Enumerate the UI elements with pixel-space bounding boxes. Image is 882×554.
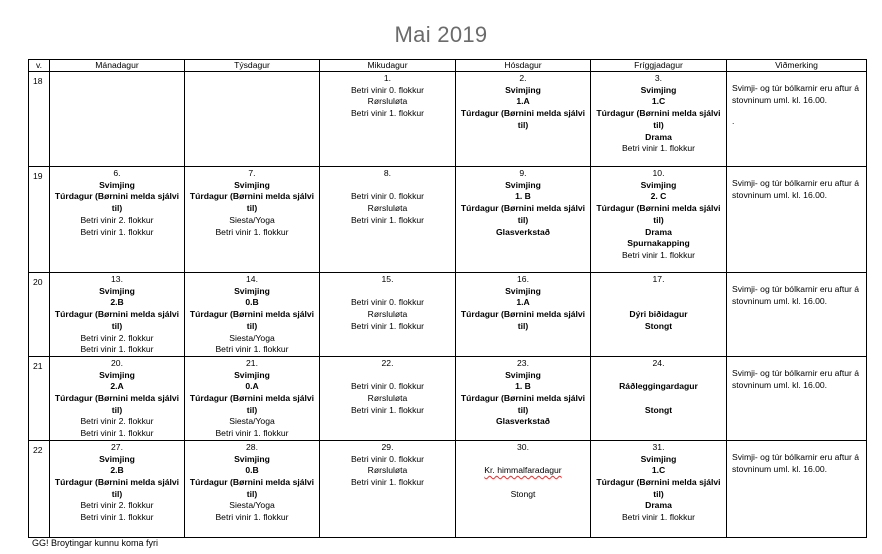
day-entry: Túrdagur (Børnini melda sjálvi til) [54, 476, 180, 499]
day-entry: Betri vinir 2. flokkur [80, 332, 154, 343]
note-text: Svimji- og túr bólkarnir eru aftur á stovninum uml. kl. 16.00. [732, 178, 860, 200]
header-tuesday: Týsdagur [185, 60, 320, 72]
day-number: 29. [381, 441, 394, 452]
day-entry: Svimjing [99, 179, 135, 190]
day-number: 28. [246, 441, 258, 452]
day-number: 1. [383, 73, 392, 83]
day-cell-thursday [456, 440, 591, 537]
day-cell-friday [591, 167, 727, 273]
header-week: v. [29, 60, 50, 72]
day-number: 7. [248, 168, 256, 178]
day-entry: Dýri biðidagur [629, 309, 688, 320]
day-entry: 1.C [651, 96, 666, 107]
day-cell-tuesday [185, 356, 320, 440]
day-number: 3. [654, 73, 663, 83]
week-row [29, 440, 867, 537]
day-entry: Túrdagur (Børnini melda sjálvi til) [596, 203, 721, 225]
note-cell [727, 440, 867, 537]
day-cell-monday [50, 72, 185, 167]
day-entry: Rørsluløta [367, 393, 408, 404]
note-extra: . [732, 116, 735, 127]
day-entry: Betri vinir 1. flokkur [350, 404, 425, 415]
day-entry: 2.A [110, 381, 124, 392]
day-entry-text: Kr. himmalfaradagur [484, 465, 562, 476]
week-row [29, 356, 867, 440]
day-entry: Betri vinir 1. flokkur [621, 249, 696, 260]
day-entry: Túrdagur (Børnini melda sjálvi til) [189, 309, 315, 331]
day-cell-thursday [456, 167, 591, 273]
day-number: 20. [111, 357, 123, 368]
calendar-table [28, 59, 867, 538]
day-entry: Svimjing [234, 369, 270, 380]
day-entry: Stongt [510, 488, 536, 499]
day-cell-friday [591, 273, 727, 357]
day-entry: Siesta/Yoga [229, 500, 275, 511]
day-entry: Rørsluløta [367, 465, 408, 476]
day-entry: Betri vinir 0. flokkur [350, 84, 425, 95]
day-number: 6. [113, 168, 121, 178]
day-cell-tuesday [185, 273, 320, 357]
day-entry: Betri vinir 1. flokkur [215, 428, 289, 439]
day-number: 17. [652, 274, 665, 284]
header-friday: Fríggjadagur [591, 60, 727, 72]
note-cell [727, 273, 867, 357]
note-cell [727, 356, 867, 440]
day-cell-thursday [456, 72, 591, 167]
day-entry: Betri vinir 0. flokkur [350, 191, 425, 202]
day-entry: Betri vinir 1. flokkur [350, 108, 425, 119]
day-cell-wednesday [320, 273, 456, 357]
day-entry: 1. B [515, 381, 531, 392]
day-entry: Svimjing [505, 179, 541, 190]
day-entry: Betri vinir 1. flokkur [80, 428, 154, 439]
day-entry: Betri vinir 1. flokkur [80, 512, 154, 523]
day-number: 10. [652, 168, 665, 178]
day-entry [591, 286, 726, 298]
day-entry [591, 370, 726, 382]
week-row [29, 72, 867, 167]
day-entry: 0.B [245, 465, 259, 476]
day-cell-wednesday [320, 167, 456, 273]
day-entry: Svimjing [505, 285, 541, 296]
header-note: Viðmerking [727, 60, 867, 72]
day-number: 31. [652, 441, 665, 452]
header-row [29, 60, 867, 72]
day-entry: Túrdagur (Børnini melda sjálvi til) [460, 309, 586, 331]
day-number: 8. [383, 168, 392, 178]
day-entry [320, 370, 455, 382]
day-entry: Betri vinir 2. flokkur [80, 500, 154, 511]
day-entry: Túrdagur (Børnini melda sjálvi til) [54, 191, 180, 214]
day-entry: 1.A [516, 96, 530, 107]
day-entry: Rørsluløta [367, 203, 408, 214]
week-number: 21 [29, 356, 50, 440]
day-entry: Betri vinir 2. flokkur [80, 214, 154, 225]
day-entry: Betri vinir 1. flokkur [350, 476, 425, 487]
day-cell-tuesday [185, 167, 320, 273]
week-number: 20 [29, 273, 50, 357]
week-row [29, 167, 867, 273]
day-entry: Rørsluløta [367, 309, 408, 320]
note-cell [727, 72, 867, 167]
day-entry: Siesta/Yoga [229, 332, 275, 343]
day-number: 21. [246, 357, 258, 368]
note-cell [727, 167, 867, 273]
week-number: 22 [29, 440, 50, 537]
page-title: Mai 2019 [394, 22, 488, 47]
day-entry: Betri vinir 1. flokkur [215, 512, 289, 523]
day-entry: Svimjing [640, 453, 677, 464]
day-entry: Betri vinir 1. flokkur [350, 214, 425, 225]
day-entry: Svimjing [99, 285, 135, 296]
day-entry: 2.B [110, 465, 124, 476]
note-text: Svimji- og túr bólkarnir eru aftur á stovninum uml. kl. 16.00. [732, 367, 860, 390]
day-entry: Túrdagur (Børnini melda sjálvi til) [460, 203, 586, 225]
day-entry: Betri vinir 1. flokkur [215, 226, 289, 237]
day-entry: Stongt [644, 320, 673, 331]
day-cell-friday [591, 356, 727, 440]
day-cell-wednesday [320, 72, 456, 167]
day-entry: Túrdagur (Børnini melda sjálvi til) [54, 309, 180, 331]
day-entry: Drama [645, 131, 672, 142]
day-number: 13. [111, 274, 123, 284]
day-entry: Betri vinir 2. flokkur [80, 416, 154, 427]
day-cell-monday [50, 356, 185, 440]
day-entry: Svimjing [99, 453, 135, 464]
day-entry [591, 393, 726, 405]
day-cell-monday [50, 273, 185, 357]
day-entry: 2.B [110, 297, 124, 308]
day-cell-friday [591, 72, 727, 167]
day-entry: Svimjing [640, 84, 677, 95]
day-number: 9. [519, 168, 527, 178]
day-cell-tuesday [185, 440, 320, 537]
day-cell-thursday [456, 356, 591, 440]
day-entry: 1.A [516, 297, 530, 308]
day-number: 24. [652, 357, 665, 368]
day-entry [320, 286, 455, 298]
week-number: 19 [29, 167, 50, 273]
day-entry [591, 297, 726, 309]
day-cell-friday [591, 440, 727, 537]
day-entry: Drama [645, 226, 672, 237]
day-number: 2. [519, 73, 527, 83]
day-entry: Betri vinir 0. flokkur [350, 381, 425, 392]
day-entry: Svimjing [505, 369, 541, 380]
day-number: 30. [517, 441, 529, 452]
day-entry: Túrdagur (Børnini melda sjálvi til) [189, 476, 315, 499]
day-entry: Túrdagur (Børnini melda sjálvi til) [189, 393, 315, 415]
header-thursday: Hósdagur [456, 60, 591, 72]
day-entry [456, 454, 590, 466]
day-entry: Drama [645, 500, 672, 511]
day-number: 14. [246, 274, 258, 284]
day-number: 22. [381, 357, 394, 368]
day-entry [320, 180, 455, 192]
note-text: Svimji- og túr bólkarnir eru aftur á stovninum uml. kl. 16.00. [732, 284, 860, 306]
day-entry [456, 465, 590, 477]
day-entry: 0.A [245, 381, 259, 392]
note-text: Svimji- og túr bólkarnir eru aftur á stovninum uml. kl. 16.00. [732, 451, 860, 474]
day-cell-wednesday [320, 356, 456, 440]
day-entry: Glasverkstað [496, 416, 550, 427]
day-number: 15. [381, 274, 394, 284]
day-entry: Túrdagur (Børnini melda sjálvi til) [596, 108, 721, 130]
day-entry: Spurnakapping [627, 238, 690, 249]
day-cell-monday [50, 167, 185, 273]
day-entry: Túrdagur (Børnini melda sjálvi til) [189, 191, 315, 214]
footer-note: GG! Broytingar kunnu koma fyri [32, 538, 159, 548]
day-entry: Betri vinir 1. flokkur [621, 143, 696, 154]
day-entry: Betri vinir 1. flokkur [621, 512, 696, 523]
day-entry: Siesta/Yoga [229, 214, 275, 225]
week-number: 18 [29, 72, 50, 167]
day-number: 23. [517, 357, 529, 368]
day-entry: 2. C [650, 191, 667, 202]
day-entry [456, 477, 590, 489]
day-entry: Glasverkstað [496, 226, 550, 237]
day-entry: Betri vinir 0. flokkur [350, 453, 425, 464]
day-entry: Betri vinir 1. flokkur [215, 344, 289, 355]
day-entry: Svimjing [99, 369, 135, 380]
day-cell-wednesday [320, 440, 456, 537]
week-row [29, 273, 867, 357]
day-entry: Ráðleggingardagur [619, 381, 698, 392]
header-wednesday: Mikudagur [320, 60, 456, 72]
day-entry: Túrdagur (Børnini melda sjálvi til) [460, 108, 586, 130]
day-entry: 1. B [515, 191, 531, 202]
day-cell-tuesday [185, 72, 320, 167]
day-entry: Betri vinir 1. flokkur [350, 320, 425, 331]
day-entry: Svimjing [234, 453, 270, 464]
day-entry: Túrdagur (Børnini melda sjálvi til) [54, 393, 180, 415]
day-entry: Stongt [644, 404, 673, 415]
day-entry: 0.B [245, 297, 259, 308]
day-entry: Svimjing [505, 84, 541, 95]
day-cell-thursday [456, 273, 591, 357]
day-entry: Túrdagur (Børnini melda sjálvi til) [596, 476, 721, 499]
note-text: Svimji- og túr bólkarnir eru aftur á stovninum uml. kl. 16.00. [732, 83, 860, 105]
day-number: 27. [111, 441, 123, 452]
day-entry: Siesta/Yoga [229, 416, 275, 427]
day-entry: Betri vinir 1. flokkur [80, 226, 154, 237]
day-entry: Betri vinir 0. flokkur [350, 297, 425, 308]
header-monday: Mánadagur [50, 60, 185, 72]
day-entry: Svimjing [640, 179, 677, 190]
day-entry: Túrdagur (Børnini melda sjálvi til) [460, 393, 586, 415]
day-cell-monday [50, 440, 185, 537]
day-entry: Betri vinir 1. flokkur [80, 344, 154, 355]
day-entry: 1.C [651, 465, 666, 476]
day-entry: Svimjing [234, 179, 270, 190]
day-entry: Rørsluløta [367, 96, 408, 107]
day-number: 16. [517, 274, 529, 284]
day-entry: Svimjing [234, 285, 270, 296]
